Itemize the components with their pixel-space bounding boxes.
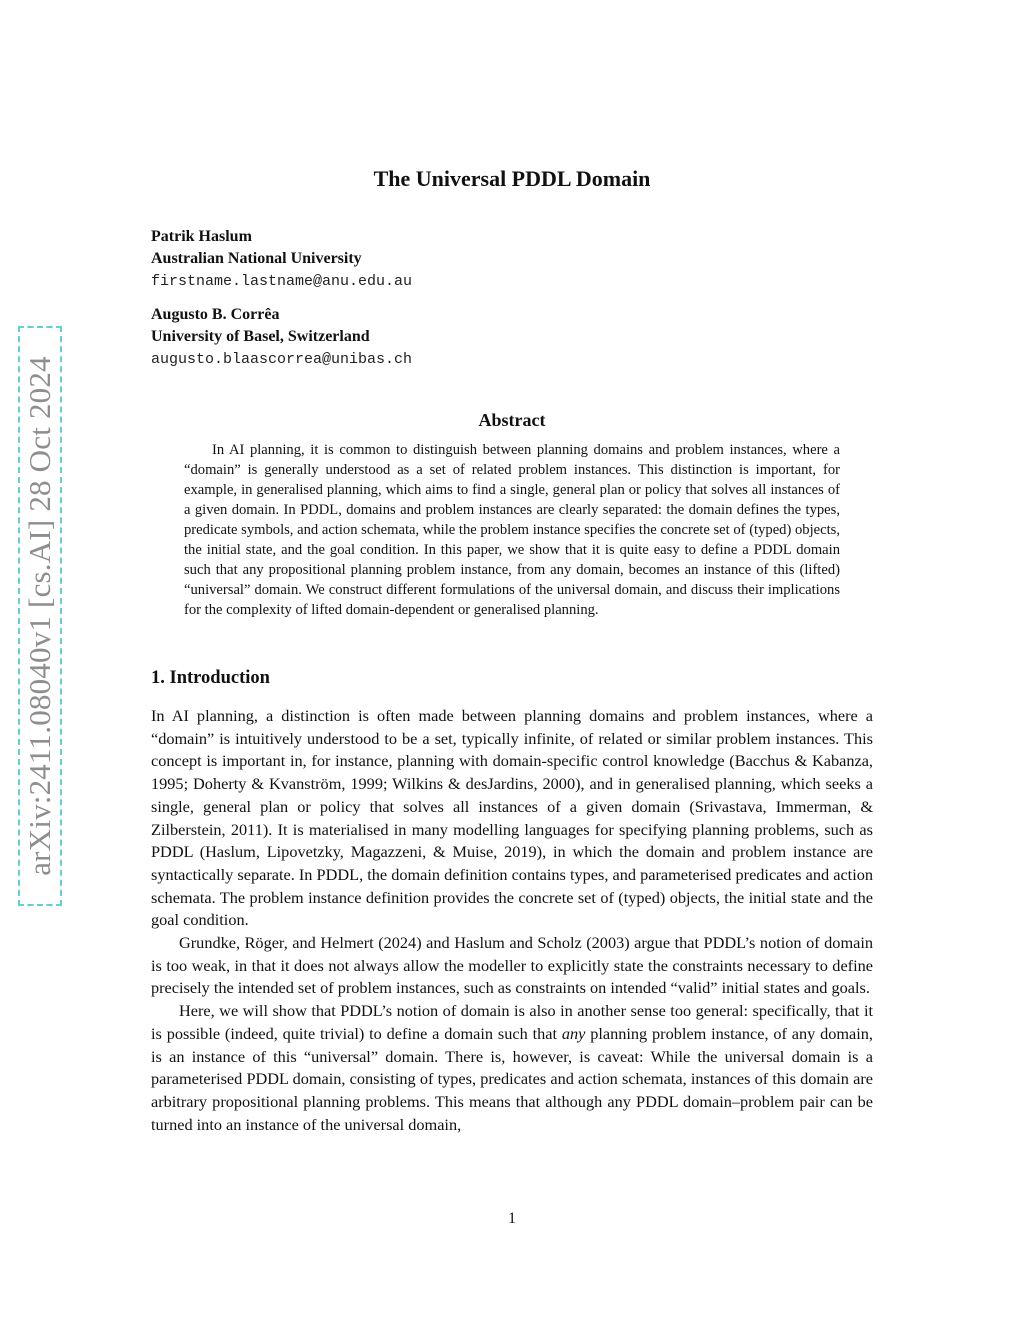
author-name: Patrik Haslum [151, 228, 252, 245]
author-block-1 [151, 226, 412, 294]
author-block-2 [151, 304, 412, 372]
page-number: 1 [508, 1210, 516, 1227]
author-affiliation: University of Basel, Switzerland [151, 328, 370, 345]
paragraph-3-part-2: planning problem instance, of any domain, is an instance of this “universal” domain. There is, however, is caveat: While the universal domain is a parameterised PDDL domain, consisting of types, predicates and action schemata, instances of this domain are arbitrary propositional planning problems. This means that although any PDDL domain–problem pair can be turned into an instance of the universal domain, [151, 1023, 873, 1134]
arxiv-stamp-text: arXiv:2411.08040v1 [cs.AI] 28 Oct 2024 [22, 356, 57, 876]
paragraph-3-emphasis: any [561, 1023, 586, 1043]
paragraph-1: In AI planning, a distinction is often made between planning domains and problem instances, where a “domain” is intuitively understood to be a set, typically infinite, of related or similar problem instances. This concept is important in, for instance, planning with domain-specific control knowledge (Bacchus & Kabanza, 1995; Doherty & Kvanström, 1999; Wilkins & desJardins, 2000), and in generalised planning, which seeks a single, general plan or policy that solves all instances of a given domain (Srivastava, Immerman, & Zilberstein, 2011). It is materialised in many modelling languages for specifying planning problems, such as PDDL (Haslum, Lipovetzky, Magazzeni, & Muise, 2019), in which the domain and problem instance are syntactically separate. In PDDL, the domain definition contains types, and parameterised predicates and action schemata. The problem instance definition provides the concrete set of (typed) objects, the initial state and the goal condition. [151, 706, 873, 930]
section-heading-introduction: 1. Introduction [151, 668, 270, 688]
paragraph-3 [151, 1000, 873, 1136]
abstract-heading: Abstract [478, 410, 546, 430]
abstract-text: In AI planning, it is common to distinguish between planning domains and problem instances, where a “domain” is generally understood as a set of related problem instances. This distinction is important, for example, in generalised planning, which aims to find a single, general plan or policy that solves all instances of a given domain. In PDDL, domains and problem instances are clearly separated: the domain defines the types, predicate symbols, and action schemata, while the problem instance specifies the concrete set of (typed) objects, the initial state, and the goal condition. In this paper, we show that it is quite easy to define a PDDL domain such that any propositional planning problem instance, from any domain, becomes an instance of this (lifted) “universal” domain. We construct different formulations of the universal domain, and discuss their implications for the complexity of lifted domain-dependent or generalised planning. [184, 442, 840, 618]
author-name: Augusto B. Corrêa [151, 306, 280, 323]
paragraph-3-part-1: Here, we will show that PDDL’s notion of domain is also in another sense too general: specifically, that it is possible (indeed, quite trivial) to define a domain such that [151, 1001, 873, 1043]
paper-title: The Universal PDDL Domain [373, 166, 651, 191]
paragraph-2: Grundke, Röger, and Helmert (2024) and Haslum and Scholz (2003) argue that PDDL’s notion of domain is too weak, in that it does not always allow the modeller to explicitly state the constraints necessary to define precisely the intended set of problem instances, such as constraints on intended “valid” initial states and goals. [151, 933, 873, 998]
author-affiliation: Australian National University [151, 250, 362, 267]
introduction-body [151, 705, 873, 1136]
author-email: augusto.blaascorrea@unibas.ch [151, 351, 413, 368]
author-email: firstname.lastname@anu.edu.au [151, 273, 413, 290]
